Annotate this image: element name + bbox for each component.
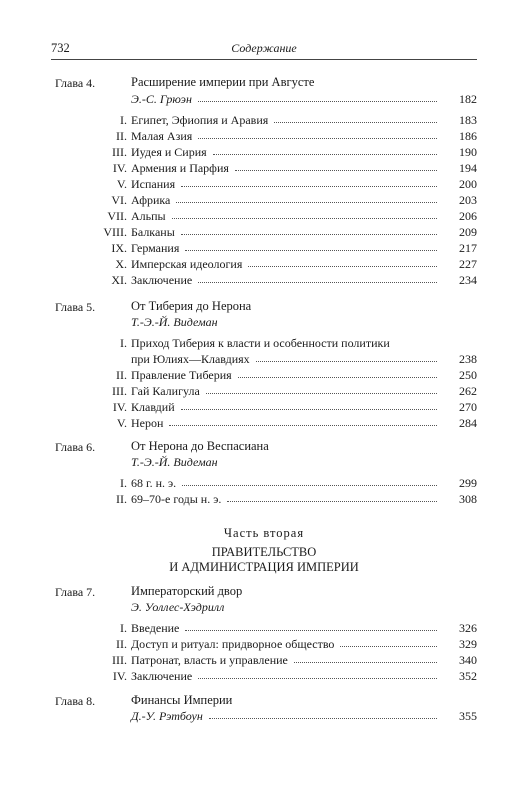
toc-page-number: 209	[459, 225, 477, 239]
section-title: Имперская идеология	[131, 257, 243, 271]
page-number: 732	[51, 41, 70, 55]
section-number: IV.	[112, 400, 127, 414]
section-title: Доступ и ритуал: придворное общество	[131, 637, 335, 651]
toc-entry	[0, 400, 527, 416]
author-name: Д.-У. Рэтбоун	[131, 709, 203, 723]
section-title: Приход Тиберия к власти и особенности политики	[131, 336, 390, 350]
section-number: IV.	[112, 669, 127, 683]
toc-entry	[0, 669, 527, 685]
chapter-title: Расширение империи при Августе	[131, 75, 315, 89]
chapter-label: Глава 4.	[55, 76, 96, 90]
author-name: Т.-Э.-Й. Видеман	[131, 455, 218, 469]
toc-page-number: 227	[459, 257, 477, 271]
dot-leader	[274, 122, 437, 123]
dot-leader	[340, 646, 437, 647]
toc-page-number: 326	[459, 621, 477, 635]
dot-leader	[198, 282, 437, 283]
dot-leader	[198, 138, 437, 139]
toc-page-number: 270	[459, 400, 477, 414]
dot-leader	[185, 630, 437, 631]
section-title: Введение	[131, 621, 180, 635]
toc-entry	[0, 161, 527, 177]
toc-entry	[0, 273, 527, 289]
toc-page-number: 203	[459, 193, 477, 207]
toc-page-number: 186	[459, 129, 477, 143]
toc-page-number: 308	[459, 492, 477, 506]
section-title: Армения и Парфия	[131, 161, 229, 175]
toc-entry	[0, 368, 527, 384]
toc-page-number: 234	[459, 273, 477, 287]
section-title: 68 г. н. э.	[131, 476, 177, 490]
toc-page-number: 355	[459, 709, 477, 723]
chapter-title: Финансы Империи	[131, 693, 233, 707]
toc-entry	[0, 476, 527, 492]
chapter-label: Глава 5.	[55, 300, 96, 314]
section-title: Заключение	[131, 273, 193, 287]
dot-leader	[198, 101, 437, 102]
toc-entry	[0, 225, 527, 241]
author-name: Э.-С. Грюэн	[131, 92, 192, 106]
dot-leader	[206, 393, 437, 394]
section-number: II.	[116, 492, 127, 506]
author-name: Т.-Э.-Й. Видеман	[131, 315, 218, 329]
section-title-continuation: при Юлиях—Клавдиях	[131, 352, 250, 366]
dot-leader	[169, 425, 437, 426]
chapter-title: От Тиберия до Нерона	[131, 299, 252, 313]
toc-page-number: 190	[459, 145, 477, 159]
section-number: V.	[116, 177, 127, 191]
toc-page-number: 200	[459, 177, 477, 191]
section-title: Испания	[131, 177, 176, 191]
toc-entry-continuation	[0, 352, 527, 368]
running-header	[51, 41, 477, 57]
dot-leader	[235, 170, 437, 171]
toc-entry	[0, 653, 527, 669]
dot-leader	[294, 662, 437, 663]
section-number: III.	[112, 145, 127, 159]
section-title: Африка	[131, 193, 171, 207]
toc-entry	[0, 416, 527, 432]
toc-entry	[0, 384, 527, 400]
dot-leader	[185, 250, 437, 251]
toc-entry	[0, 113, 527, 129]
author-name: Э. Уоллес-Хэдрилл	[131, 600, 225, 614]
section-title: Правление Тиберия	[131, 368, 232, 382]
toc-page-number: 340	[459, 653, 477, 667]
part-label: Часть вторая	[223, 526, 305, 540]
toc-entry	[0, 241, 527, 257]
section-number: II.	[116, 368, 127, 382]
section-title: Патронат, власть и управление	[131, 653, 288, 667]
section-title: 69–70-е годы н. э.	[131, 492, 222, 506]
section-title: Германия	[131, 241, 180, 255]
section-number: III.	[112, 653, 127, 667]
section-number: I.	[120, 336, 127, 350]
section-title: Нерон	[131, 416, 164, 430]
dot-leader	[209, 718, 437, 719]
dot-leader	[181, 409, 437, 410]
section-title: Балканы	[131, 225, 175, 239]
dot-leader	[176, 202, 437, 203]
toc-page-number: 238	[459, 352, 477, 366]
section-number: II.	[116, 129, 127, 143]
toc-entry	[0, 492, 527, 508]
part-title-line1: ПРАВИТЕЛЬСТВО	[211, 545, 317, 559]
toc-page-number: 299	[459, 476, 477, 490]
section-number: VI.	[111, 193, 127, 207]
chapter-title: От Нерона до Веспасиана	[131, 439, 269, 453]
author-entry	[0, 709, 527, 725]
toc-page-number: 250	[459, 368, 477, 382]
toc-entry	[0, 129, 527, 145]
toc-page-number: 206	[459, 209, 477, 223]
dot-leader	[181, 186, 437, 187]
toc-page-number: 262	[459, 384, 477, 398]
section-number: III.	[112, 384, 127, 398]
chapter-label: Глава 7.	[55, 585, 96, 599]
chapter-label: Глава 6.	[55, 440, 96, 454]
toc-page-number: 182	[459, 92, 477, 106]
section-number: VII.	[107, 209, 127, 223]
dot-leader	[198, 678, 437, 679]
section-number: II.	[116, 637, 127, 651]
toc-entry	[0, 257, 527, 273]
section-number: IX.	[111, 241, 127, 255]
toc-entry	[0, 209, 527, 225]
toc-page-number: 284	[459, 416, 477, 430]
chapter-label: Глава 8.	[55, 694, 96, 708]
section-title: Клавдий	[131, 400, 175, 414]
toc-entry	[0, 621, 527, 637]
toc-entry	[0, 336, 527, 352]
dot-leader	[182, 485, 437, 486]
dot-leader	[248, 266, 437, 267]
toc-page-number: 329	[459, 637, 477, 651]
toc-entry	[0, 637, 527, 653]
chapter-title: Императорский двор	[131, 584, 243, 598]
section-number: I.	[120, 621, 127, 635]
header-rule	[51, 59, 477, 60]
toc-entry	[0, 193, 527, 209]
dot-leader	[238, 377, 437, 378]
dot-leader	[227, 501, 437, 502]
toc-page-number: 194	[459, 161, 477, 175]
toc-page-number: 183	[459, 113, 477, 127]
running-title: Содержание	[231, 41, 297, 55]
dot-leader	[181, 234, 437, 235]
author-entry	[0, 92, 527, 108]
section-number: XI.	[111, 273, 127, 287]
section-title: Иудея и Сирия	[131, 145, 207, 159]
section-number: IV.	[112, 161, 127, 175]
dot-leader	[256, 361, 437, 362]
dot-leader	[172, 218, 437, 219]
section-number: V.	[116, 416, 127, 430]
toc-entry	[0, 177, 527, 193]
section-title: Альпы	[131, 209, 166, 223]
toc-page-number: 352	[459, 669, 477, 683]
section-number: I.	[120, 476, 127, 490]
section-title: Малая Азия	[131, 129, 193, 143]
toc-page-number: 217	[459, 241, 477, 255]
section-number: I.	[120, 113, 127, 127]
section-title: Египет, Эфиопия и Аравия	[131, 113, 269, 127]
toc-entry	[0, 145, 527, 161]
section-number: VIII.	[103, 225, 127, 239]
part-title-line2: И АДМИНИСТРАЦИЯ ИМПЕРИИ	[169, 560, 359, 574]
section-title: Заключение	[131, 669, 193, 683]
section-number: X.	[115, 257, 127, 271]
section-title: Гай Калигула	[131, 384, 200, 398]
dot-leader	[213, 154, 437, 155]
